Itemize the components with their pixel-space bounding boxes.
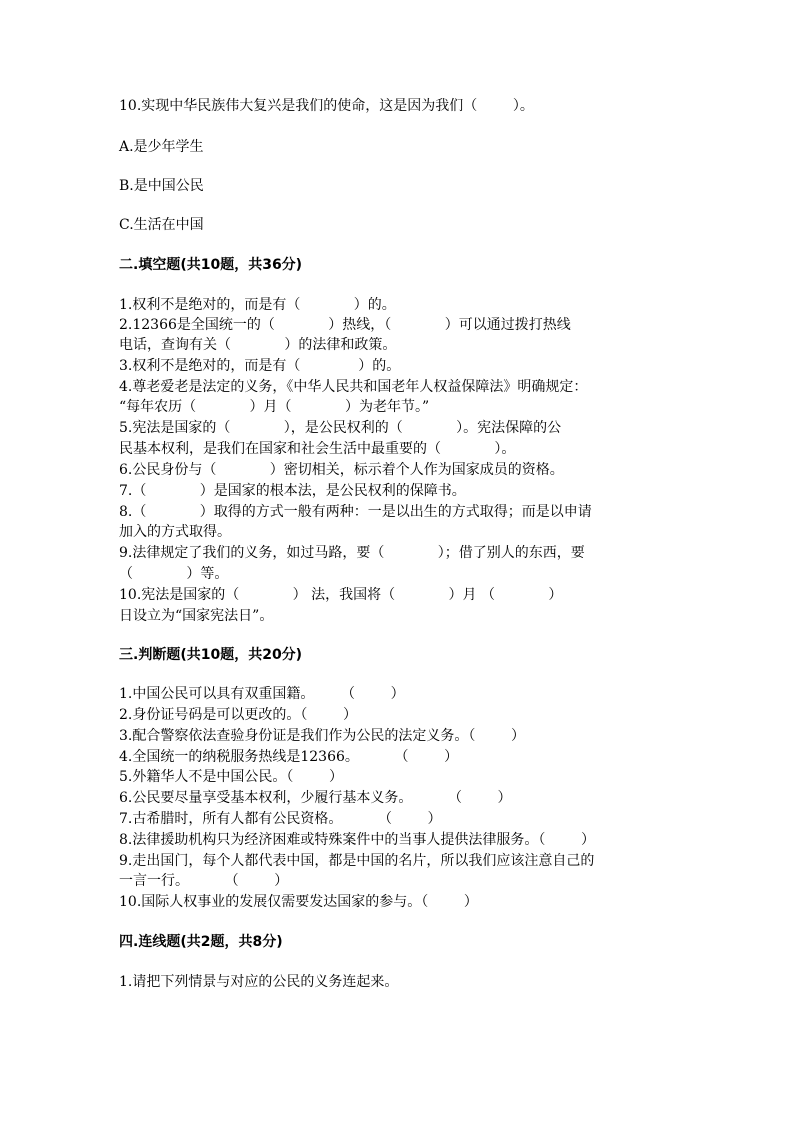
fill-line: 7.（ ）是国家的根本法，是公民权利的保障书。 <box>119 483 466 499</box>
judge-line: 9.走出国门，每个人都代表中国，都是中国的名片，所以我们应该注意自己的 <box>119 853 595 869</box>
judge-line: 2.身份证号码是可以更改的。（ ） <box>119 707 357 723</box>
fill-line: “每年农历（ ）月（ ）为老年节。” <box>119 399 430 415</box>
fill-line: （ ）等。 <box>119 566 229 582</box>
fill-line: 民基本权利，是我们在国家和社会生活中最重要的（ ）。 <box>119 441 516 457</box>
fill-line: 4.尊老爱老是法定的义务，《中华人民共和国老年人权益保障法》明确规定： <box>119 379 588 395</box>
judge-line: 7.古希腊时，所有人都有公民资格。 （ ） <box>119 811 442 827</box>
fill-line: 1.权利不是绝对的，而是有（ ）的。 <box>119 297 396 313</box>
fill-line: 9.法律规定了我们的义务，如过马路，要（ ）；借了别人的东西，要 <box>119 545 585 561</box>
judge-line: 一言一行。 （ ） <box>119 873 289 889</box>
section-heading-judge: 三.判断题(共10题，共20分) <box>119 647 303 663</box>
match-question-1: 1.请把下列情景与对应的公民的义务连起来。 <box>119 974 399 990</box>
fill-line: 6.公民身份与（ ）密切相关，标示着个人作为国家成员的资格。 <box>119 462 564 478</box>
fill-line: 5.宪法是国家的（ ），是公民权利的（ ）。宪法保障的公 <box>119 420 562 436</box>
option-c: C.生活在中国 <box>119 217 204 233</box>
section-heading-fill: 二.填空题(共10题，共36分) <box>119 257 303 273</box>
judge-line: 1.中国公民可以具有双重国籍。 （ ） <box>119 686 405 702</box>
judge-line: 3.配合警察依法查验身份证是我们作为公民的法定义务。（ ） <box>119 728 525 744</box>
question-10-stem: 10.实现中华民族伟大复兴是我们的使命，这是因为我们（ ）。 <box>119 98 534 114</box>
judge-line: 4.全国统一的纳税服务热线是12366。 （ ） <box>119 749 459 765</box>
judge-line: 8.法律援助机构只为经济困难或特殊案件中的当事人提供法律服务。（ ） <box>119 832 595 848</box>
option-b: B.是中国公民 <box>119 178 204 194</box>
fill-line: 8.（ ）取得的方式一般有两种：一是以出生的方式取得；而是以申请 <box>119 504 592 520</box>
fill-line: 电话，查询有关（ ）的法律和政策。 <box>119 337 397 353</box>
judge-line: 10.国际人权事业的发展仅需要发达国家的参与。（ ） <box>119 894 478 910</box>
fill-line: 10.宪法是国家的（ ） 法，我国将（ ）月 （ ） <box>119 587 563 603</box>
judge-line: 5.外籍华人不是中国公民。（ ） <box>119 769 343 785</box>
section-heading-match: 四.连线题(共2题，共8分) <box>119 934 283 950</box>
fill-line: 2.12366是全国统一的（ ）热线，（ ）可以通过拨打热线 <box>119 317 571 333</box>
fill-line: 加入的方式取得。 <box>119 524 231 540</box>
fill-line: 3.权利不是绝对的，而是有（ ）的。 <box>119 358 401 374</box>
judge-line: 6.公民要尽量享受基本权利，少履行基本义务。 （ ） <box>119 790 512 806</box>
option-a: A.是少年学生 <box>119 139 204 155</box>
fill-line: 日设立为“国家宪法日”。 <box>119 608 274 624</box>
